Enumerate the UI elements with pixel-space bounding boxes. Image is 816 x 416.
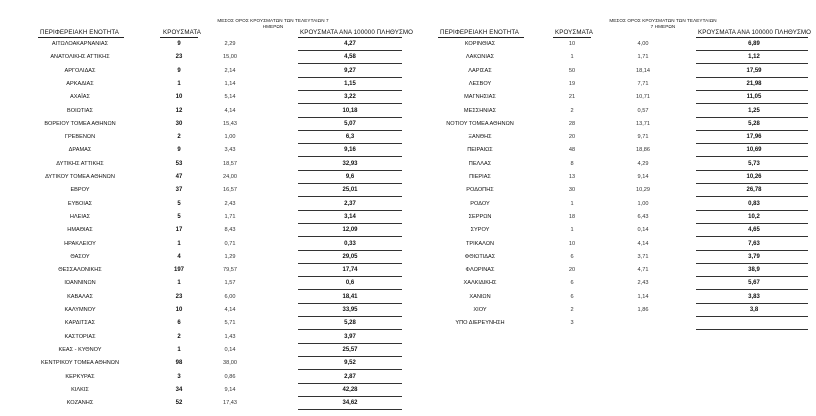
avg-cell: 16,57 [223,187,237,194]
table-row [0,211,408,224]
per100k-cell: 0,83 [748,200,760,207]
avg-cell: 2,29 [224,41,236,47]
region-cell: ΗΡΑΚΛΕΙΟΥ [64,240,96,247]
avg-cell: 1,71 [224,213,236,220]
region-cell: ΝΟΤΙΟΥ ΤΟΜΕΑ ΑΘΗΝΩΝ [446,120,514,127]
region-cell: ΒΟΙΩΤΙΑΣ [67,107,93,114]
cases-cell: 10 [568,240,576,247]
region-cell: ΚΕΑΣ - ΚΥΘΝΟΥ [58,346,102,353]
avg-cell: 79,57 [223,267,237,274]
avg-cell: 5,71 [224,320,236,327]
table-row [408,291,816,304]
cases-cell: 28 [568,120,576,127]
table-row [0,184,408,197]
per100k-cell: 1,25 [748,107,760,114]
avg-cell: 18,86 [636,147,650,154]
cases-cell: 18 [568,213,576,220]
table-row [408,277,816,290]
avg-cell: 15,43 [223,120,237,127]
per100k-cell: 17,59 [746,67,762,74]
cases-cell: 1 [570,227,574,234]
table-row [0,291,408,304]
cases-cell: 1 [177,280,181,287]
region-cell: ΚΑΣΤΟΡΙΑΣ [64,333,96,340]
cases-cell: 6 [177,320,181,327]
per100k-cell: 17,74 [342,267,358,274]
avg-cell: 1,86 [637,307,649,313]
table-row [408,144,816,157]
header-cases: ΚΡΟΥΣΜΑΤΑ [163,29,201,36]
region-cell: ΦΘΙΩΤΙΔΑΣ [464,253,496,260]
cases-cell: 53 [175,160,183,167]
per100k-cell: 0,6 [345,280,355,287]
region-cell: ΠΙΕΡΙΑΣ [469,174,491,180]
region-cell: ΔΥΤΙΚΗΣ ΑΤΤΙΚΗΣ [56,160,104,167]
cases-cell: 30 [175,120,183,127]
avg-cell: 2,43 [224,200,236,207]
cases-cell: 2 [177,134,181,141]
region-cell: ΜΑΓΝΗΣΙΑΣ [464,94,496,101]
per100k-cell: 3,22 [344,94,356,101]
avg-cell: 9,71 [637,134,649,141]
region-cell: ΚΟΡΙΝΘΙΑΣ [464,41,496,47]
per100k-cell: 18,41 [342,293,358,300]
table-row [0,158,408,171]
cases-cell: 34 [175,386,183,393]
per100k-cell: 5,73 [748,160,760,167]
cases-cell: 20 [568,134,576,141]
per100k-cell: 29,05 [342,253,358,260]
region-cell: ΚΕΝΤΡΙΚΟΥ ΤΟΜΕΑ ΑΘΗΝΩΝ [40,360,119,367]
table-row [408,198,816,211]
avg-cell: 1,14 [224,80,236,87]
avg-cell: 17,43 [223,400,237,407]
per100k-cell: 3,8 [749,307,759,313]
table-row [0,397,408,410]
cases-cell: 23 [175,293,183,300]
cases-cell: 1 [177,240,181,247]
table-row [408,211,816,224]
avg-cell: 4,14 [224,307,236,313]
region-cell: ΑΝΑΤΟΛΙΚΗΣ ΑΤΤΙΚΗΣ [50,54,110,61]
table-row [408,65,816,78]
table-row [0,78,408,91]
region-cell: ΞΑΝΘΗΣ [468,134,492,141]
cases-cell: 13 [568,174,576,180]
avg-cell: 4,29 [637,160,649,167]
region-cell: ΑΧΑΪΑΣ [70,94,90,101]
per100k-cell: 3,14 [344,213,356,220]
region-cell: ΛΑΡΙΣΑΣ [468,67,492,74]
table-row [0,171,408,184]
region-cell: ΤΡΙΚΑΛΩΝ [465,240,495,247]
region-cell: ΚΑΛΥΜΝΟΥ [64,307,96,313]
region-cell: ΚΕΡΚΥΡΑΣ [65,373,95,380]
cases-cell: 23 [175,54,183,61]
per100k-cell: 2,37 [344,200,356,207]
cases-cell: 17 [175,227,183,234]
cases-cell: 19 [568,80,576,87]
per100k-cell: 42,28 [342,386,358,393]
avg-cell: 0,57 [637,107,649,114]
region-cell: ΕΒΡΟΥ [70,187,90,194]
per100k-cell: 10,69 [746,147,762,154]
per100k-cell: 32,93 [342,160,358,167]
per100k-cell: 5,28 [748,120,760,127]
region-cell: ΗΛΕΙΑΣ [69,213,91,220]
cases-cell: 4 [177,253,181,260]
region-cell: ΧΑΝΙΩΝ [469,293,491,300]
per100k-cell: 5,07 [344,120,356,127]
per100k-cell: 3,83 [748,293,760,300]
avg-cell: 1,57 [224,280,236,287]
cases-cell: 48 [568,147,576,154]
cases-cell: 52 [175,400,183,407]
region-cell: ΑΡΓΟΛΙΔΑΣ [64,67,96,74]
region-cell: ΙΩΑΝΝΙΝΩΝ [64,280,96,287]
avg-cell: 3,71 [637,253,649,260]
avg-cell: 4,00 [637,41,649,47]
avg-cell: 4,14 [224,107,236,114]
left-table-header [0,0,414,36]
cases-cell: 3 [177,373,181,380]
avg-cell: 18,57 [223,160,237,167]
cases-cell: 6 [570,293,574,300]
table-row [0,144,408,157]
header-region: ΠΕΡΙΦΕΡΕΙΑΚΗ ΕΝΟΤΗΤΑ [440,29,520,36]
region-cell: ΓΡΕΒΕΝΩΝ [64,134,96,141]
per100k-cell: 10,2 [748,213,760,220]
cases-cell: 2 [570,107,574,114]
cases-cell: 1 [177,80,181,87]
table-row [408,78,816,91]
cases-cell: 3 [570,320,574,327]
header-per100k: ΚΡΟΥΣΜΑΤΑ ΑΝΑ 100000 ΠΛΗΘΥΣΜΟ [698,29,812,36]
per100k-cell: 17,96 [746,134,762,141]
avg-cell: 1,14 [637,293,649,300]
region-cell: ΧΙΟΥ [473,307,487,313]
per100k-cell: 1,12 [748,54,760,61]
per100k-cell: 21,98 [746,80,762,87]
cases-cell: 9 [177,67,181,74]
table-row [0,224,408,237]
region-cell: ΡΟΔΟΠΗΣ [466,187,494,194]
avg-cell: 10,29 [636,187,650,194]
table-row [0,331,408,344]
right-table-header [408,0,816,36]
per100k-cell: 5,28 [344,320,356,327]
cases-cell: 10 [568,41,576,47]
table-row [0,277,408,290]
header-avg: ΜΕΣΟΣ ΟΡΟΣ ΚΡΟΥΣΜΑΤΩΝ ΤΩΝ ΤΕΛΕΥΤΑΙΩΝ 7 ΗΜΕΡΩΝ [217,18,329,29]
avg-cell: 4,71 [637,267,649,274]
table-row [0,38,408,51]
avg-cell: 0,14 [637,227,649,234]
per100k-cell: 9,16 [344,147,356,154]
per100k-cell: 4,65 [748,227,760,234]
region-cell: ΚΟΖΑΝΗΣ [66,400,94,407]
per100k-cell: 10,26 [746,174,762,180]
region-cell: ΣΕΡΡΩΝ [468,213,492,220]
table-row [408,238,816,251]
cases-cell: 30 [568,187,576,194]
per100k-cell: 9,27 [344,67,356,74]
avg-cell: 2,14 [224,67,236,74]
avg-cell: 1,29 [224,253,236,260]
avg-cell: 9,14 [637,174,649,180]
per100k-cell: 12,09 [342,227,358,234]
avg-cell: 3,43 [224,147,236,154]
region-cell: ΦΛΩΡΙΝΑΣ [465,267,495,274]
region-cell: ΛΕΣΒΟΥ [468,80,492,87]
table-row [408,224,816,237]
avg-cell: 5,14 [224,94,236,101]
table-row [408,91,816,104]
cases-cell: 1 [570,54,574,61]
table-row [408,264,816,277]
avg-cell: 24,00 [223,174,237,180]
avg-cell: 1,00 [224,134,236,141]
region-cell: ΘΕΣΣΑΛΟΝΙΚΗΣ [58,267,102,274]
table-row [0,91,408,104]
header-avg: ΜΕΣΟΣ ΟΡΟΣ ΚΡΟΥΣΜΑΤΩΝ ΤΩΝ ΤΕΛΕΥΤΑΙΩΝ 7 ΗΜΕΡΩΝ [609,18,717,29]
region-cell: ΑΡΚΑΔΙΑΣ [66,80,94,87]
cases-cell: 5 [177,213,181,220]
region-cell: ΠΕΙΡΑΙΩΣ [467,147,493,154]
per100k-cell: 25,01 [342,187,358,194]
per100k-cell: 1,15 [344,80,356,87]
table-row [408,304,816,317]
per100k-cell: 6,89 [748,41,760,47]
per100k-cell: 5,67 [748,280,760,287]
region-cell: ΚΑΒΑΛΑΣ [67,293,93,300]
cases-cell: 98 [175,360,183,367]
per100k-cell: 2,87 [344,373,356,380]
table-row [0,357,408,370]
region-cell: ΚΑΡΔΙΤΣΑΣ [64,320,96,327]
region-cell: ΜΕΣΣΗΝΙΑΣ [463,107,497,114]
per100k-cell: 7,63 [748,240,760,247]
per100k-cell: 10,18 [342,107,358,114]
header-region: ΠΕΡΙΦΕΡΕΙΑΚΗ ΕΝΟΤΗΤΑ [40,29,120,36]
table-row [0,344,408,357]
row-underline [298,409,402,410]
region-cell: ΠΕΛΛΑΣ [468,160,492,167]
cases-cell: 21 [568,94,576,101]
cases-cell: 37 [175,187,183,194]
per100k-cell: 33,95 [342,307,358,313]
avg-cell: 9,14 [224,386,236,393]
avg-cell: 15,00 [223,54,237,61]
avg-cell: 0,14 [224,346,236,353]
table-row [408,38,816,51]
table-row [408,184,816,197]
avg-cell: 10,71 [636,94,650,101]
region-cell: ΔΡΑΜΑΣ [68,147,92,154]
per100k-cell: 38,9 [748,267,760,274]
table-row [0,317,408,330]
table-row [408,51,816,64]
region-cell: ΡΟΔΟΥ [470,200,490,207]
row-underline [696,329,808,330]
table-row [0,371,408,384]
avg-cell: 1,71 [637,54,649,61]
avg-cell: 8,43 [224,227,236,234]
region-cell: ΗΜΑΘΙΑΣ [67,227,93,234]
header-cases: ΚΡΟΥΣΜΑΤΑ [555,29,593,36]
table-row [0,264,408,277]
cases-cell: 10 [175,307,183,313]
avg-cell: 0,86 [224,373,236,380]
table-row [0,238,408,251]
table-row [0,251,408,264]
cases-cell: 8 [570,160,574,167]
region-cell: ΣΥΡΟΥ [470,227,490,234]
per100k-cell: 25,57 [342,346,358,353]
cases-cell: 9 [177,147,181,154]
per100k-cell: 26,78 [746,187,762,194]
per100k-cell: 11,05 [746,94,762,101]
cases-cell: 47 [175,174,183,180]
avg-cell: 18,14 [636,67,650,74]
avg-cell: 1,00 [637,200,649,207]
cases-cell: 12 [175,107,183,114]
table-row [0,65,408,78]
avg-cell: 13,71 [636,120,650,127]
cases-cell: 50 [568,67,576,74]
cases-cell: 1 [570,200,574,207]
region-cell: ΛΑΚΩΝΙΑΣ [465,54,495,61]
per100k-cell: 34,62 [342,400,358,407]
per100k-cell: 6,3 [345,134,355,141]
avg-cell: 2,43 [637,280,649,287]
table-row [0,198,408,211]
table-row [408,317,816,330]
avg-cell: 4,14 [637,240,649,247]
cases-cell: 2 [570,307,574,313]
region-cell: ΔΥΤΙΚΟΥ ΤΟΜΕΑ ΑΘΗΝΩΝ [45,174,115,180]
avg-cell: 7,71 [637,80,649,87]
cases-cell: 1 [177,346,181,353]
avg-cell: 38,00 [223,360,237,367]
table-row [408,251,816,264]
avg-cell: 6,00 [224,293,236,300]
table-row [408,171,816,184]
region-cell: ΒΟΡΕΙΟΥ ΤΟΜΕΑ ΑΘΗΝΩΝ [44,120,116,127]
avg-cell: 0,71 [224,240,236,247]
cases-cell: 5 [177,200,181,207]
cases-cell: 9 [177,41,181,47]
per100k-cell: 4,27 [344,41,356,47]
table-row [0,105,408,118]
cases-cell: 6 [570,280,574,287]
region-cell: ΕΥΒΟΙΑΣ [67,200,93,207]
per100k-cell: 3,79 [748,253,760,260]
per100k-cell: 0,33 [344,240,356,247]
region-cell: ΧΑΛΚΙΔΙΚΗΣ [463,280,497,287]
table-row [0,384,408,397]
avg-cell: 6,43 [637,213,649,220]
table-row [0,51,408,64]
table-row [408,105,816,118]
per100k-cell: 9,6 [345,174,355,180]
table-row [0,118,408,131]
region-cell: ΚΙΛΚΙΣ [71,386,89,393]
cases-cell: 197 [173,267,184,274]
per100k-cell: 9,52 [344,360,356,367]
cases-cell: 10 [175,94,183,101]
region-cell: ΘΑΣΟΥ [70,253,90,260]
cases-cell: 6 [570,253,574,260]
cases-cell: 2 [177,333,181,340]
per100k-cell: 3,97 [344,333,356,340]
table-row [408,158,816,171]
table-row [408,118,816,131]
table-row [408,131,816,144]
per100k-cell: 4,58 [344,54,356,61]
region-cell: ΥΠΟ ΔΙΕΡΕΥΝΗΣΗ [455,320,505,327]
region-cell: ΑΙΤΩΛΟΑΚΑΡΝΑΝΙΑΣ [51,41,109,47]
table-row [0,304,408,317]
table-row [0,131,408,144]
cases-cell: 20 [568,267,576,274]
header-per100k: ΚΡΟΥΣΜΑΤΑ ΑΝΑ 100000 ΠΛΗΘΥΣΜΟ [300,29,414,36]
avg-cell: 1,43 [224,333,236,340]
